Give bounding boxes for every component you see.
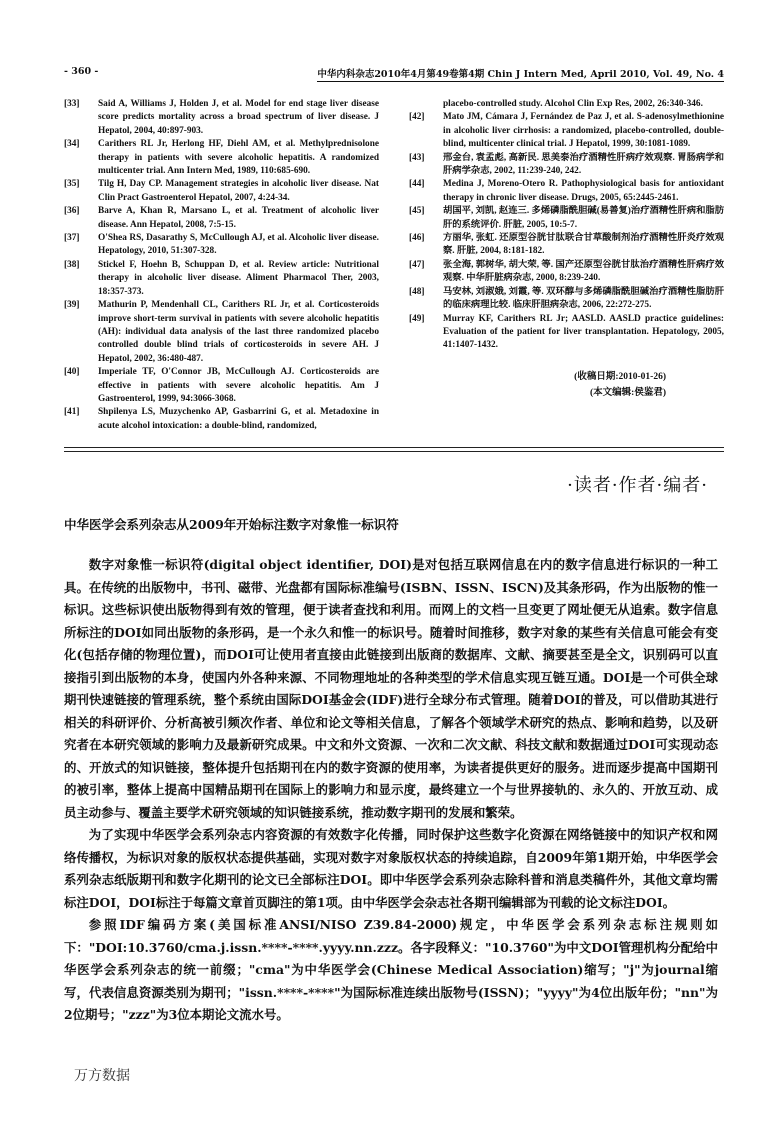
section-title: ·读者·作者·编者·: [567, 475, 708, 497]
reference-number: [43]: [409, 152, 425, 163]
reference-item: [409, 205, 724, 232]
reference-text: placebo-controlled study. Alcohol Clin Exp Res, 2002, 26:340-346.: [443, 99, 703, 109]
reference-text: 胡国平, 刘凯, 赵连三. 多烯磷脂酰胆碱(易善复)治疗酒精性肝病和脂肪肝的系统评价. 肝脏, 2005, 10:5-7.: [443, 206, 724, 230]
reference-item: [409, 232, 724, 259]
reference-number: [48]: [409, 286, 425, 297]
divider: [64, 451, 724, 452]
editor: (本文编辑:侯鉴君): [590, 387, 666, 398]
divider-group: [64, 447, 724, 452]
reference-text: Said A, Williams J, Holden J, et al. Model for end stage liver disease score predicts mortality across a broad spectrum of liver disease. J Hepatol, 2004, 40:897-903.: [98, 99, 379, 136]
reference-text: Mato JM, Cámara J, Fernández de Paz J, et al. S-adenosylmethionine in alcoholic liver cirrhosis: a randomized, placebo-controlled, double-blind, multicenter clinical trial. J Hepatol, 1999, 30:1081-1089.: [443, 112, 724, 150]
reference-number: [33]: [64, 99, 80, 109]
reference-text: O'Shea RS, Dasarathy S, McCullough AJ, et al. Alcoholic liver disease. Hepatology, 2010, 51:307-328.: [98, 233, 379, 257]
journal-citation: 中华内科杂志2010年4月第49卷第4期 Chin J Intern Med, April 2010, Vol. 49, No. 4: [317, 66, 724, 82]
reference-text: 邢金台, 袁孟彪, 高新民. 思美泰治疗酒精性肝病疗效观察. 胃肠病学和肝病学杂志, 2002, 11:239-240, 242.: [443, 152, 724, 177]
page-header: [64, 66, 724, 82]
reference-number: [42]: [409, 112, 425, 123]
reference-item: [409, 313, 724, 353]
paragraph: 数字对象惟一标识符(digital object identifier, DOI)是对包括互联网信息在内的数字信息进行标识的一种工具。在传统的出版物中，书刊、磁带、光盘都有国际标准编号(ISBN、ISSN、ISCN)及其条形码，作为出版物的惟一标识。这些标识使出版物得到有效的管理，便于读者查找和利用。而网上的文档一旦变更了网址便无从追索。数字信息所标注的DOI如同出版物的条形码，是一个永久和惟一的标识号。随着时间推移，数字对象的某些有关信息可能会有变化(包括存储的物理位置)，而DOI可让使用者直接由此链接到出版商的数据库、文献、摘要甚至是全文，识别码可以直接指引到出版物的本身，使国内外各种来源、不同物理地址的各种类型的学术信息实现互链互通。DOI是一个可供全球期刊快速链接的管理系统，整个系统由国际DOI基金会(IDF)进行全球分布式管理。随着DOI的普及，可以借助其进行相关的科研评价、分析高被引频次作者、单位和论文等相关信息，了解各个领域学术研究的热点、影响和趋势，以及研究者在本研究领域的影响力及最新研究成果。中文和外文资源、一次和二次文献、科技文献和数据通过DOI可实现动态的、开放式的知识链接，整体提升包括期刊在内的数字资源的使用率，为读者提供更好的服务。进而逐步提高中国期刊的被引率，整体上提高中国精品期刊在国际上的影响力和显示度，最终建立一个与世界接轨的、永久的、开放互动、成员主动参与、覆盖主要学术研究领域的知识链接系统，推动数字期刊的发展和繁荣。: [64, 557, 718, 820]
paragraph: 为了实现中华医学会系列杂志内容资源的有效数字化传播，同时保护这些数字化资源在网络链接中的知识产权和网络传播权，为标识对象的版权状态提供基础，实现对数字对象版权状态的持续追踪，自2009年第1期开始，中华医学会系列杂志纸版期刊和数字化期刊的论文已全部标注DOI。即中华医学会系列杂志除科普和消息类稿件外，其他文章均需标注DOI，DOI标注于每篇文章首页脚注的第1项。由中华医学会杂志社各期刊编辑部为刊载的论文标注DOI。: [64, 827, 718, 910]
reference-text: Shpilenya LS, Muzychenko AP, Gasbarrini G, et al. Metadoxine in acute alcohol intoxication: a double-blind, randomized,: [98, 407, 379, 431]
reference-text: 方丽华, 张虹. 还原型谷胱甘肽联合甘草酸制剂治疗酒精性肝炎疗效观察. 肝脏, 2004, 8:181-182.: [443, 233, 724, 257]
reference-number: [409, 98, 443, 111]
reference-item: [64, 98, 379, 138]
reference-item: [64, 205, 379, 232]
reference-number: [38]: [64, 259, 80, 270]
references-left-column: [64, 98, 379, 433]
reference-text: Barve A, Khan R, Marsano L, et al. Treatment of alcoholic liver disease. Ann Hepatol, 2008, 7:5-15.: [98, 206, 379, 230]
reference-text: 马安林, 刘淑娥, 刘霞, 等. 双环醇与多烯磷脂酰胆碱治疗酒精性脂肪肝的临床病理比较. 临床肝胆病杂志, 2006, 22:272-275.: [443, 286, 724, 311]
reference-item: [64, 366, 379, 406]
reference-item: [64, 259, 379, 299]
reference-number: [34]: [64, 139, 80, 150]
reference-number: [47]: [409, 259, 425, 270]
reference-text: Medina J, Moreno-Otero R. Pathophysiological basis for antioxidant therapy in chronic liver disease. Drugs, 2005, 65:2445-2461.: [443, 179, 724, 203]
reference-item: [409, 98, 724, 111]
reference-item: [64, 299, 379, 366]
reference-item: [409, 152, 724, 179]
article-meta: [409, 369, 724, 401]
reference-text: Imperiale TF, O'Connor JB, McCullough AJ. Corticosteroids are effective in patients with severe alcoholic hepatitis. Am J Gastroenterol, 1999, 94:3066-3068.: [98, 367, 379, 404]
reference-item: [64, 178, 379, 205]
reference-text: Stickel F, Hoehn B, Schuppan D, et al. Review article: Nutritional therapy in alcoholic liver disease. Aliment Pharmacol Ther, 2003, 18:357-373.: [98, 259, 379, 297]
reference-text: Murray KF, Carithers RL Jr; AASLD. AASLD practice guidelines: Evaluation of the patient for liver transplantation. Hepatology, 2005, 41:1407-1432.: [443, 313, 724, 351]
reference-item: [409, 178, 724, 205]
reference-number: [37]: [64, 233, 80, 244]
reference-item: [64, 232, 379, 259]
reference-text: 张全海, 郭树华, 胡大荣, 等. 国产还原型谷胱甘肽治疗酒精性肝病疗效观察. 中华肝脏病杂志, 2000, 8:239-240.: [443, 259, 724, 284]
references-right-column: [409, 98, 724, 433]
reference-item: [64, 406, 379, 433]
reference-number: [49]: [409, 313, 425, 324]
reference-number: [41]: [64, 407, 80, 418]
reference-number: [35]: [64, 179, 80, 190]
reference-item: [409, 111, 724, 151]
reference-number: [44]: [409, 179, 425, 190]
reference-text: Tilg H, Day CP. Management strategies in alcoholic liver disease. Nat Clin Pract Gastroenterol Hepatol, 2007, 4:24-34.: [98, 179, 379, 203]
article-body: [64, 554, 718, 1027]
reference-number: [40]: [64, 367, 80, 378]
reference-text: Mathurin P, Mendenhall CL, Carithers RL Jr, et al. Corticosteroids improve short-term survival in patients with severe alcoholic hepatitis (AH): individual data analysis of the last three randomized placebo controlled double blind trials of corticosteroids in severe AH. J Hepatol, 2002, 36:480-487.: [98, 300, 379, 364]
reference-number: [39]: [64, 300, 80, 311]
reference-number: [46]: [409, 233, 425, 244]
reference-number: [45]: [409, 206, 425, 217]
reference-number: [36]: [64, 206, 80, 217]
page-number: - 360 -: [64, 66, 99, 77]
reference-text: Carithers RL Jr, Herlong HF, Diehl AM, et al. Methylprednisolone therapy in patients with severe alcoholic hepatitis. A randomized multicenter trial. Ann Intern Med, 1989, 110:685-690.: [98, 139, 379, 177]
paragraph: 参照IDF编码方案(美国标准ANSI/NISO Z39.84-2000)规定，中华医学会系列杂志标注规则如下："DOI:10.3760/cma.j.issn.****-****.yyyy.nn.zzz。各字段释义："10.3760"为中文DOI管理机构分配给中华医学会系列杂志的统一前缀；"cma"为中华医学会(Chinese Medical Association)缩写；"j"为journal缩写，代表信息资源类别为期刊；"issn.****-****"为国际标准连续出版物号(ISSN)；"yyyy"为4位出版年份；"nn"为2位期号；"zzz"为3位本期论文流水号。: [64, 917, 718, 1023]
reference-item: [409, 259, 724, 286]
reference-item: [64, 138, 379, 178]
received-date: (收稿日期:2010-01-26): [574, 371, 666, 382]
references: [64, 98, 724, 433]
reference-item: [409, 286, 724, 313]
article-title: 中华医学会系列杂志从2009年开始标注数字对象惟一标识符: [64, 517, 399, 533]
footer-watermark: 万方数据: [74, 1067, 130, 1084]
divider: [64, 447, 724, 448]
